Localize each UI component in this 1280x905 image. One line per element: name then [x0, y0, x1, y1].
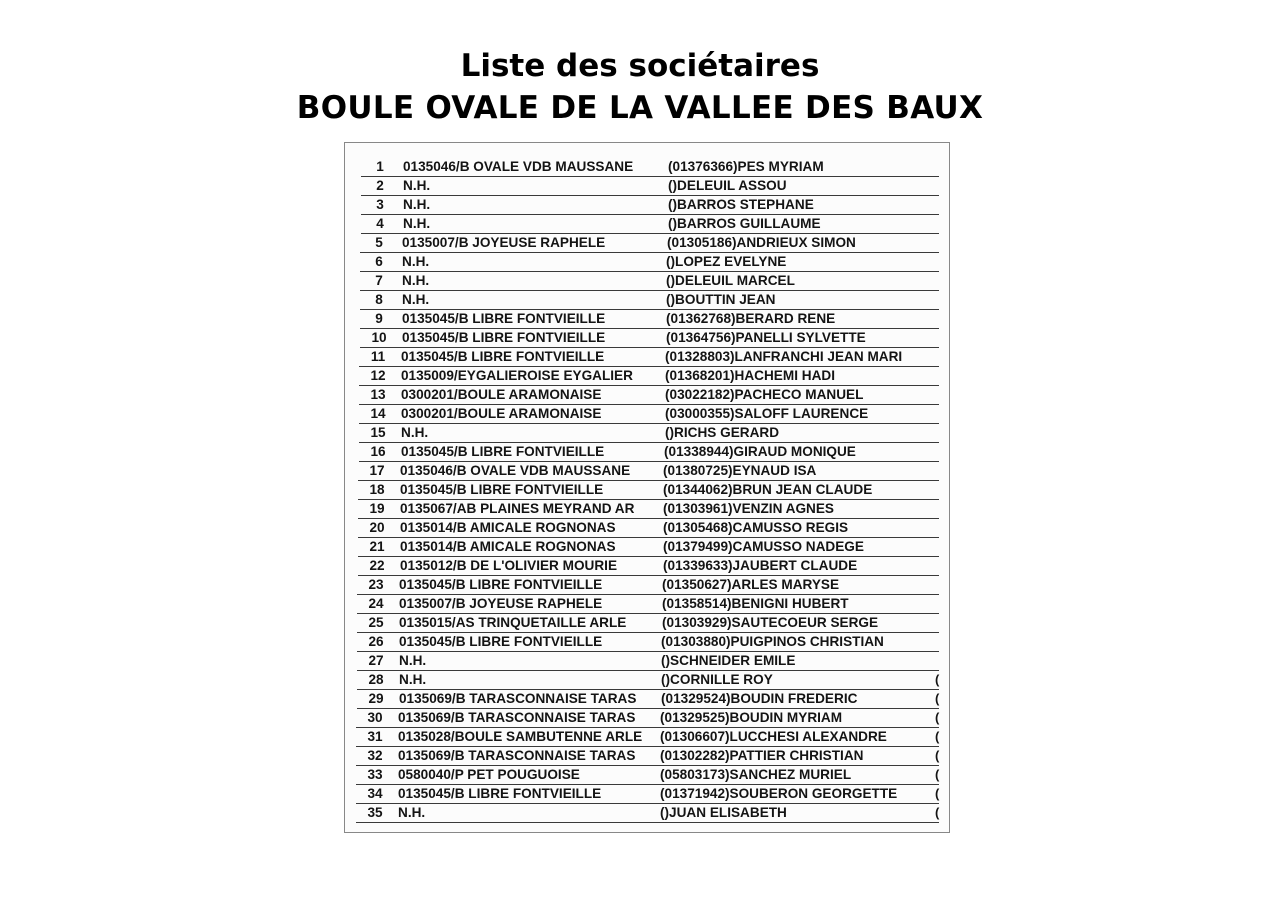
row-number: 31: [367, 729, 383, 744]
club-name: N.H.: [398, 805, 426, 820]
table-row: [357, 651, 939, 671]
row-number: 17: [369, 463, 385, 478]
member-name: (01380725)EYNAUD ISA: [663, 463, 817, 478]
member-name: ()RICHS GERARD: [665, 425, 780, 440]
table-row: [360, 328, 939, 348]
row-number: 1: [376, 159, 384, 174]
row-number: 26: [368, 634, 384, 649]
table-row: [358, 518, 939, 538]
row-number: 10: [371, 330, 387, 345]
row-number: 19: [369, 501, 385, 516]
row-number: 34: [367, 786, 383, 801]
member-name: (05803173)SANCHEZ MURIEL: [660, 767, 852, 782]
member-name: (01305186)ANDRIEUX SIMON: [667, 235, 856, 250]
cropped-column-mark: (: [935, 805, 940, 820]
member-name: (01339633)JAUBERT CLAUDE: [663, 558, 858, 573]
member-name: (01303880)PUIGPINOS CHRISTIAN: [661, 634, 884, 649]
cropped-column-mark: (: [935, 691, 940, 706]
member-name: (01329525)BOUDIN MYRIAM: [660, 710, 843, 725]
cropped-column-mark: (: [935, 748, 940, 763]
club-name: N.H.: [403, 197, 431, 212]
row-number: 8: [375, 292, 383, 307]
club-name: 0135014/B AMICALE ROGNONAS: [400, 520, 616, 535]
table-row: [359, 423, 939, 443]
table-row: [357, 613, 939, 633]
scanned-member-list: [344, 142, 950, 833]
member-name: (01371942)SOUBERON GEORGETTE: [660, 786, 898, 801]
member-name: ()DELEUIL MARCEL: [666, 273, 795, 288]
club-name: 0135012/B DE L'OLIVIER MOURIE: [400, 558, 618, 573]
row-number: 27: [368, 653, 384, 668]
table-row: [356, 727, 939, 747]
table-row: [361, 214, 939, 234]
table-row: [360, 233, 939, 253]
row-number: 25: [368, 615, 384, 630]
member-name: ()SCHNEIDER EMILE: [661, 653, 796, 668]
member-name: ()LOPEZ EVELYNE: [666, 254, 787, 269]
member-name: ()BOUTTIN JEAN: [666, 292, 776, 307]
page-title: Liste des sociétaires: [460, 48, 820, 84]
table-row: [360, 271, 939, 291]
member-name: ()JUAN ELISABETH: [660, 805, 787, 820]
club-name: 0580040/P PET POUGUOISE: [398, 767, 580, 782]
row-number: 21: [369, 539, 385, 554]
row-number: 22: [369, 558, 385, 573]
member-name: (03022182)PACHECO MANUEL: [665, 387, 864, 402]
row-number: 2: [376, 178, 384, 193]
club-name: 0135069/B TARASCONNAISE TARAS: [398, 710, 636, 725]
club-name: 0135045/B LIBRE FONTVIEILLE: [402, 311, 606, 326]
row-number: 6: [375, 254, 383, 269]
member-name: (01379499)CAMUSSO NADEGE: [663, 539, 864, 554]
table-row: [358, 537, 939, 557]
table-row: [359, 385, 939, 405]
table-row: [356, 746, 939, 766]
cropped-column-mark: (: [935, 710, 940, 725]
member-name: (01329524)BOUDIN FREDERIC: [661, 691, 858, 706]
member-name: (01350627)ARLES MARYSE: [662, 577, 840, 592]
row-number: 18: [369, 482, 385, 497]
member-name: (01305468)CAMUSSO REGIS: [663, 520, 849, 535]
row-number: 7: [375, 273, 383, 288]
club-name: 0300201/BOULE ARAMONAISE: [401, 387, 602, 402]
table-row: [360, 252, 939, 272]
member-name: (03000355)SALOFF LAURENCE: [665, 406, 869, 421]
table-row: [359, 366, 939, 386]
member-name: ()BARROS GUILLAUME: [668, 216, 821, 231]
club-name: 0135009/EYGALIEROISE EYGALIER: [401, 368, 633, 383]
member-name: (01376366)PES MYRIAM: [668, 159, 824, 174]
table-row: [358, 480, 939, 500]
club-name: 0135007/B JOYEUSE RAPHELE: [402, 235, 606, 250]
club-name: 0135015/AS TRINQUETAILLE ARLE: [399, 615, 627, 630]
club-name: 0135045/B LIBRE FONTVIEILLE: [398, 786, 602, 801]
row-number: 24: [368, 596, 384, 611]
club-name: 0135045/B LIBRE FONTVIEILLE: [401, 349, 605, 364]
row-number: 12: [370, 368, 386, 383]
table-row: [359, 347, 939, 367]
member-name: (01362768)BERARD RENE: [666, 311, 836, 326]
club-name: N.H.: [403, 216, 431, 231]
member-name: ()CORNILLE ROY: [661, 672, 773, 687]
club-name: 0135046/B OVALE VDB MAUSSANE: [403, 159, 634, 174]
table-row: [359, 442, 939, 462]
club-name: 0135045/B LIBRE FONTVIEILLE: [399, 577, 603, 592]
club-name: N.H.: [402, 254, 430, 269]
club-name: 0135069/B TARASCONNAISE TARAS: [399, 691, 637, 706]
club-name: 0300201/BOULE ARAMONAISE: [401, 406, 602, 421]
club-name: 0135067/AB PLAINES MEYRAND AR: [400, 501, 635, 516]
club-name: 0135014/B AMICALE ROGNONAS: [400, 539, 616, 554]
table-row: [359, 404, 939, 424]
table-row: [356, 784, 939, 804]
table-row: [357, 632, 939, 652]
cropped-column-mark: (: [935, 672, 940, 687]
member-name: (01338944)GIRAUD MONIQUE: [664, 444, 856, 459]
row-number: 5: [375, 235, 383, 250]
member-name: (01368201)HACHEMI HADI: [665, 368, 835, 383]
member-name: (01358514)BENIGNI HUBERT: [662, 596, 849, 611]
table-row: [361, 157, 939, 177]
member-name: (01303961)VENZIN AGNES: [663, 501, 834, 516]
table-row: [356, 803, 939, 823]
table-row: [356, 765, 939, 785]
club-name: 0135045/B LIBRE FONTVIEILLE: [400, 482, 604, 497]
row-number: 23: [368, 577, 384, 592]
row-number: 16: [370, 444, 386, 459]
table-row: [357, 594, 939, 614]
member-name: (01306607)LUCCHESI ALEXANDRE: [660, 729, 887, 744]
row-number: 4: [376, 216, 384, 231]
row-number: 9: [375, 311, 383, 326]
club-name: 0135045/B LIBRE FONTVIEILLE: [399, 634, 603, 649]
club-name: N.H.: [402, 292, 430, 307]
club-name: 0135045/B LIBRE FONTVIEILLE: [402, 330, 606, 345]
table-row: [357, 689, 939, 709]
member-name: (01302282)PATTIER CHRISTIAN: [660, 748, 864, 763]
table-row: [361, 195, 939, 215]
table-row: [356, 708, 939, 728]
club-name: 0135045/B LIBRE FONTVIEILLE: [401, 444, 605, 459]
row-number: 15: [370, 425, 386, 440]
member-name: (01344062)BRUN JEAN CLAUDE: [663, 482, 873, 497]
row-number: 14: [370, 406, 386, 421]
table-row: [360, 290, 939, 310]
club-name: N.H.: [399, 653, 427, 668]
club-name: 0135046/B OVALE VDB MAUSSANE: [400, 463, 631, 478]
table-row: [358, 461, 939, 481]
club-name: N.H.: [402, 273, 430, 288]
row-number: 20: [369, 520, 385, 535]
cropped-column-mark: (: [935, 729, 940, 744]
club-name: N.H.: [399, 672, 427, 687]
table-row: [360, 309, 939, 329]
row-number: 35: [367, 805, 383, 820]
cropped-column-mark: (: [935, 767, 940, 782]
row-number: 11: [370, 349, 386, 364]
row-number: 29: [368, 691, 384, 706]
club-name: 0135028/BOULE SAMBUTENNE ARLE: [398, 729, 643, 744]
table-row: [361, 176, 939, 196]
row-number: 32: [367, 748, 383, 763]
member-name: (01303929)SAUTECOEUR SERGE: [662, 615, 879, 630]
club-name: N.H.: [401, 425, 429, 440]
member-name: (01364756)PANELLI SYLVETTE: [666, 330, 866, 345]
cropped-column-mark: (: [935, 786, 940, 801]
row-number: 3: [376, 197, 384, 212]
member-name: (01328803)LANFRANCHI JEAN MARI: [665, 349, 903, 364]
club-name: 0135069/B TARASCONNAISE TARAS: [398, 748, 636, 763]
club-name: N.H.: [403, 178, 431, 193]
table-row: [357, 670, 939, 690]
table-row: [357, 575, 939, 595]
row-number: 13: [370, 387, 386, 402]
table-row: [358, 499, 939, 519]
table-row: [358, 556, 939, 576]
club-name: 0135007/B JOYEUSE RAPHELE: [399, 596, 603, 611]
member-name: ()BARROS STEPHANE: [668, 197, 814, 212]
page-subtitle: BOULE OVALE DE LA VALLEE DES BAUX: [296, 90, 984, 126]
row-number: 28: [368, 672, 384, 687]
row-number: 33: [367, 767, 383, 782]
member-name: ()DELEUIL ASSOU: [668, 178, 787, 193]
row-number: 30: [367, 710, 383, 725]
